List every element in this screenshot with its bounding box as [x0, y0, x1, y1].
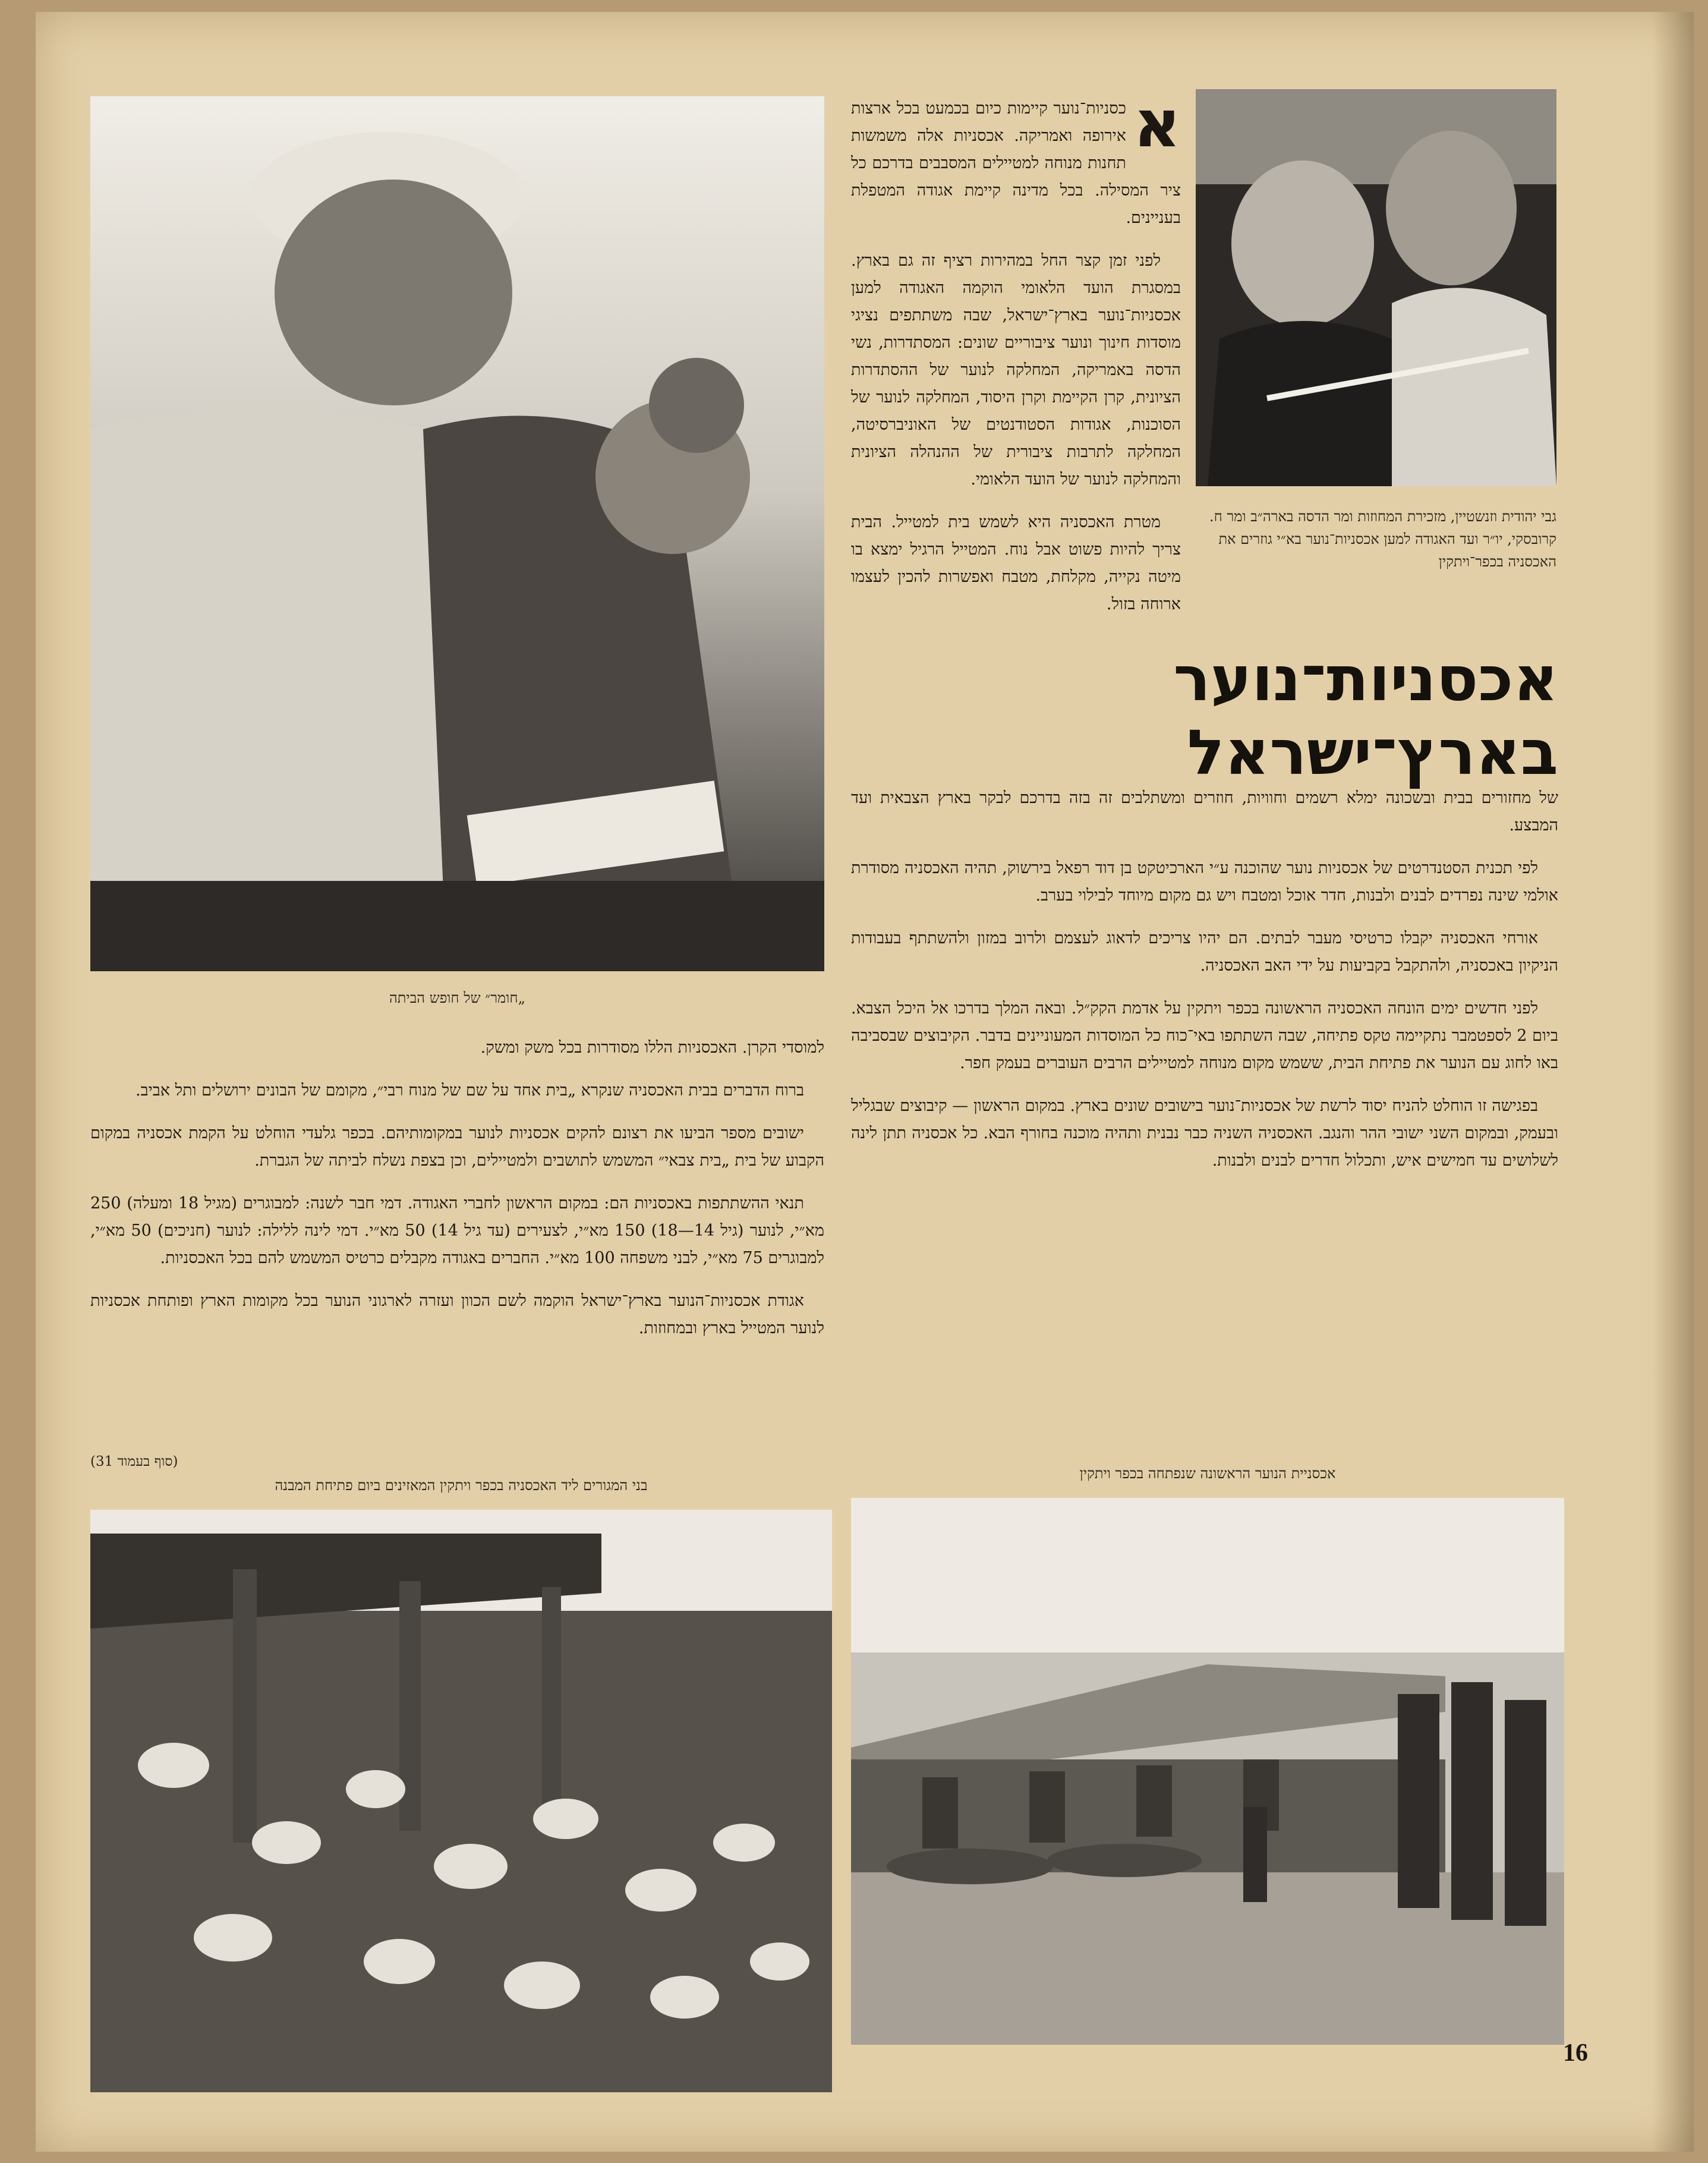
paragraph: תנאי ההשתתפות באכסניות הם: במקום הראשון לחברי האגודה. דמי חבר לשנה: למבוגרים (מגיל 18 ומעלה) 250 מא״י, לנוער (גיל 14—18) 150 מא״י, לצעירים (עד גיל 14) 50 מא״י. דמי לינה ללילה: לנוער (חניכים) 50 מא״י, למבוגרים 75 מא״י, לבני משפחה 100 מא״י. החברים באגודה מקבלים כרטיס המשמש להם בכל האכסניות.: [90, 1194, 824, 1267]
paragraph: לפי תכנית הסטנדרטים של אכסניות נוער שהוכנה ע״י הארכיטקט בן דוד רפאל בירשוק, תהיה האכסניה מסודרת אולמי שינה נפרדים לבנים ולבנות, חדר אוכל ומטבח ויש גם מקום מיוחד לבילוי בערב.: [851, 859, 1558, 905]
paragraph: לפני חדשים ימים הונחה האכסניה הראשונה בכפר ויתקין על אדמת הקק״ל. ובאה המלך בדרכו אל היכל הצבא. ביום 2 לספטמבר נתקיימה טקס פתיחה, שבה השתתפו באי־כוח כל המוסדות המעוניינים בדבר. הקיבוצים שבסביבה באו לחוג עם הנוער את פתיחת הבית, ששמש מקום מנוחה למטיילים הרבים העוברים בעמק חפר.: [851, 999, 1558, 1072]
photo-crowd-at-hostel: [90, 1510, 832, 2092]
photo-boy-reading-paper: [90, 96, 824, 971]
paragraph: של מחזורים בבית ובשכונה ימלא רשמים וחוויות, חוזרים ומשתלבים זה בזה בדרכם לבקר בארץ הצבאית ועד המבצע.: [851, 789, 1558, 835]
caption-top-right-photo: גבי יהודית וזנשטיין, מזכירת המחוזות ומר הדסה בארה״ב ומר ח. קרובסקי, יו״ר ועד האגודה למען אכסניות־נוער בא״י גוזרים את האכסניה בכפר־ויתקין: [1209, 508, 1556, 570]
paragraph: אורחי האכסניה יקבלו כרטיסי מעבר לבתים. הם יהיו צריכים לדאוג לעצמם ולרוב במזון ולהשתתף בעבודות הניקיון באכסניה, ולהתקבל בקביעות על ידי האב האכסניה.: [851, 929, 1558, 975]
photo-hostel-building: [851, 1498, 1564, 2045]
continued-note: (סוף בעמוד 31): [90, 1454, 178, 1469]
paragraph: ברוח הדברים בבית האכסניה שנקרא „בית אחד על שם של מנוח רבי״, מקומם של הבונים ירושלים ותל אביב.: [135, 1081, 804, 1100]
paragraph: ישובים מספר הביעו את רצונם להקים אכסניות לנוער במקומותיהם. בכפר גלעדי הוחלט על הקמת אכסניה במקום הקבוע של בית „בית צבאי״ המשמש לתושבים ולמטיילים, וכן בצפת נשלח לביתה של הגברת.: [90, 1124, 824, 1170]
magazine-page: [36, 12, 1694, 2152]
article-headline: [851, 642, 1558, 789]
intro-text: כסניות־נוער קיימות כיום בכמעט בכל ארצות אירופה ואמריקה. אכסניות אלה משמשות תחנות מנוחה למטיילים המסבבים בדרכם כל ציר המסילה. בכל מדינה קיימת אגודה המטפלת בעניינים.: [851, 99, 1181, 227]
paragraph: לפני זמן קצר החל במהירות רציף זה גם בארץ. במסגרת הועד הלאומי הוקמה האגודה למען אכסניות־נוער בארץ־ישראל, שבה משתתפים נציגי מוסדות חינוך ונוער ציבוריים שונים: המסתדרות, נשי הדסה באמריקה, המחלקה לנוער של ההסתדרות הציונית, קרן הקיימת וקרן היסוד, המחלקה לנוער של הסוכנות, אגודות הסטודנטים של האוניברסיטה, המחלקה לתרבות ציבורית של ההנהלה הציונית והמחלקה לנוער של הועד הלאומי.: [851, 251, 1181, 489]
headline-line-1: אכסניות־נוער: [1173, 643, 1558, 715]
drop-cap: א: [1133, 95, 1181, 162]
paragraph: מטרת האכסניה היא לשמש בית למטייל. הבית צריך להיות פשוט אבל נוח. המטייל הרגיל ימצא בו מיטה נקייה, מקלחת, מטבח ואפשרות להכין לעצמו ארוחה בזול.: [851, 513, 1181, 613]
headline-line-2: בארץ־ישראל: [1187, 716, 1558, 789]
page-number: 16: [1563, 2039, 1588, 2067]
caption-bottom-right-photo: אכסניית הנוער הראשונה שנפתחה בכפר ויתקין: [1079, 1465, 1336, 1482]
article-column-intro: [851, 95, 1181, 630]
caption-top-left-photo: „חומר״ של חופש הביתה: [389, 990, 526, 1006]
photo-ribbon-cutting: [1196, 89, 1556, 486]
paragraph: אגודת אכסניות־הנוער בארץ־ישראל הוקמה לשם הכוון ועזרה לארגוני הנוער בכל מקומות הארץ ופותחת אכסניות לנוער המטייל בארץ ובמחוזות.: [90, 1292, 824, 1337]
caption-bottom-left-photo: בני המגורים ליד האכסניה בכפר ויתקין המאזינים ביום פתיחת המבנה: [275, 1477, 648, 1494]
paragraph: למוסדי הקרן. האכסניות הללו מסודרות בכל משק ומשק.: [480, 1038, 824, 1057]
paragraph: בפגישה זו הוחלט להניח יסוד לרשת של אכסניות־נוער בישובים שונים בארץ. במקום הראשון — קיבוצים שבגליל ובעמק, ובמקום השני ישובי ההר והנגב. האכסניה השניה כבר נבנית ותהיה מוכנה בחורף הבא. כל אכסניה תתן לינה לשלושים עד חמישים איש, ותכלול חדרים לבנים ולבנות.: [851, 1097, 1558, 1170]
article-column-left: [90, 1034, 824, 1450]
article-column-right-wide: [851, 785, 1558, 1444]
intro-paragraph: [851, 95, 1181, 232]
